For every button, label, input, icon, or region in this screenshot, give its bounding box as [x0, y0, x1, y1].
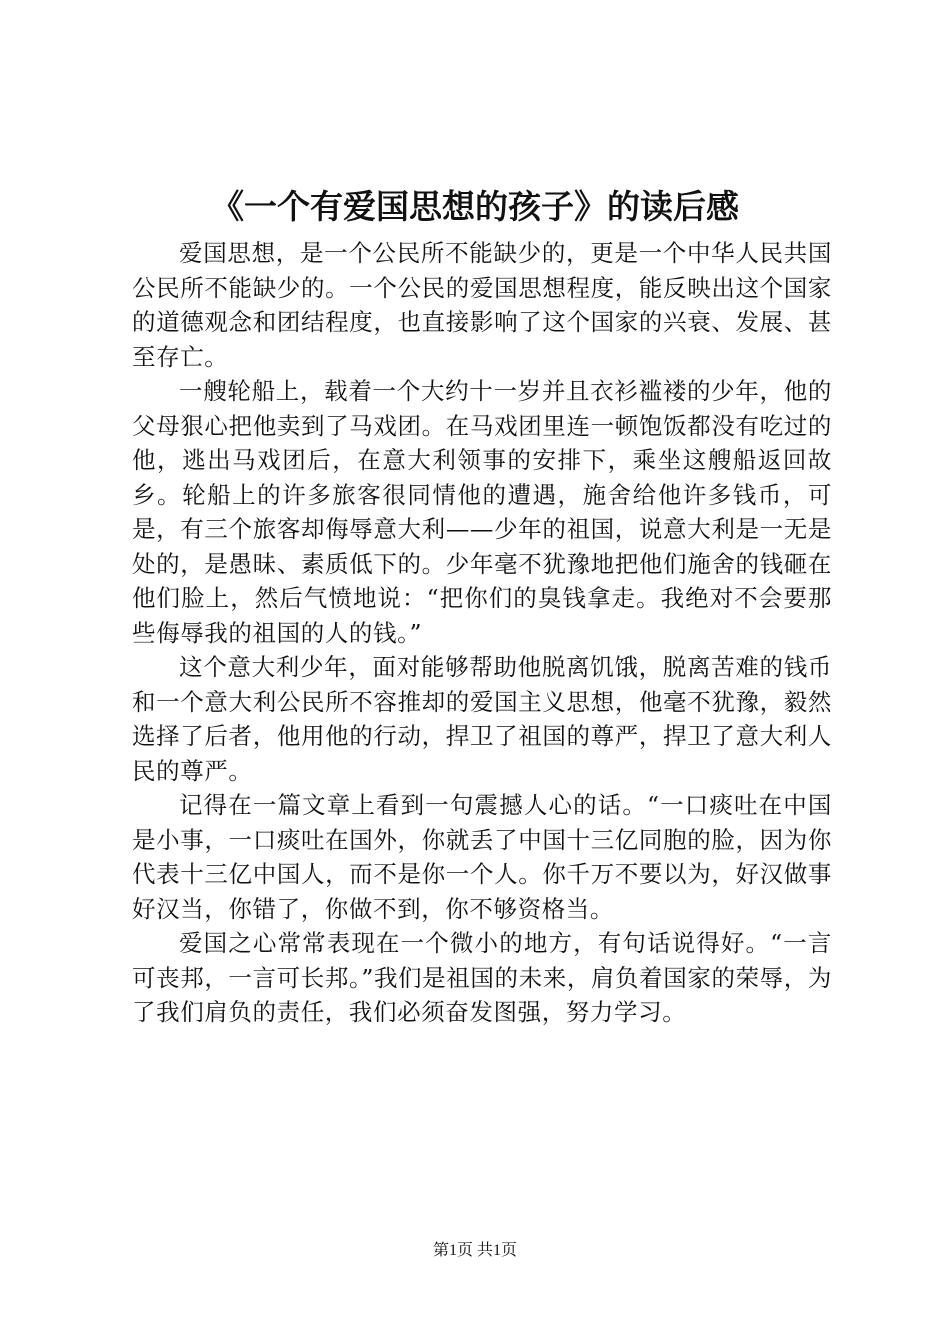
document-title: 《一个有爱国思想的孩子》的读后感: [211, 187, 739, 226]
paragraph-3: 这个意大利少年，面对能够帮助他脱离饥饿，脱离苦难的钱币和一个意大利公民所不容推却的爱国主义思想，他毫不犹豫，毅然选择了后者，他用他的行动，捍卫了祖国的尊严，捍卫了意大利人民的尊严。: [132, 653, 832, 785]
paragraph-2: 一艘轮船上，载着一个大约十一岁并且衣衫褴褛的少年，他的父母狠心把他卖到了马戏团。在马戏团里连一顿饱饭都没有吃过的他，逃出马戏团后，在意大利领事的安排下，乘坐这艘船返回故乡。轮船上的许多旅客很同情他的遭遇，施舍给他许多钱币，可是，有三个旅客却侮辱意大利——少年的祖国，说意大利是一无是处的，是愚昧、素质低下的。少年毫不犹豫地把他们施舍的钱砸在他们脸上，然后气愤地说：“把你们的臭钱拿走。我绝对不会要那些侮辱我的祖国的人的钱。”: [132, 377, 832, 647]
page-number-footer: 第1页 共1页: [432, 1242, 517, 1259]
paragraph-1: 爱国思想，是一个公民所不能缺少的，更是一个中华人民共国公民所不能缺少的。一个公民的爱国思想程度，能反映出这个国家的道德观念和团结程度，也直接影响了这个国家的兴衰、发展、甚至存亡。: [132, 239, 832, 371]
paragraph-5: 爱国之心常常表现在一个微小的地方，有句话说得好。“一言可丧邦，一言可长邦。”我们是祖国的未来，肩负着国家的荣辱，为了我们肩负的责任，我们必须奋发图强，努力学习。: [132, 929, 832, 1026]
document-body: [132, 236, 832, 1030]
paragraph-4: 记得在一篇文章上看到一句震撼人心的话。“一口痰吐在中国是小事，一口痰吐在国外，你就丢了中国十三亿同胞的脸，因为你代表十三亿中国人，而不是你一个人。你千万不要以为，好汉做事好汉当，你错了，你做不到，你不够资格当。: [132, 791, 832, 923]
